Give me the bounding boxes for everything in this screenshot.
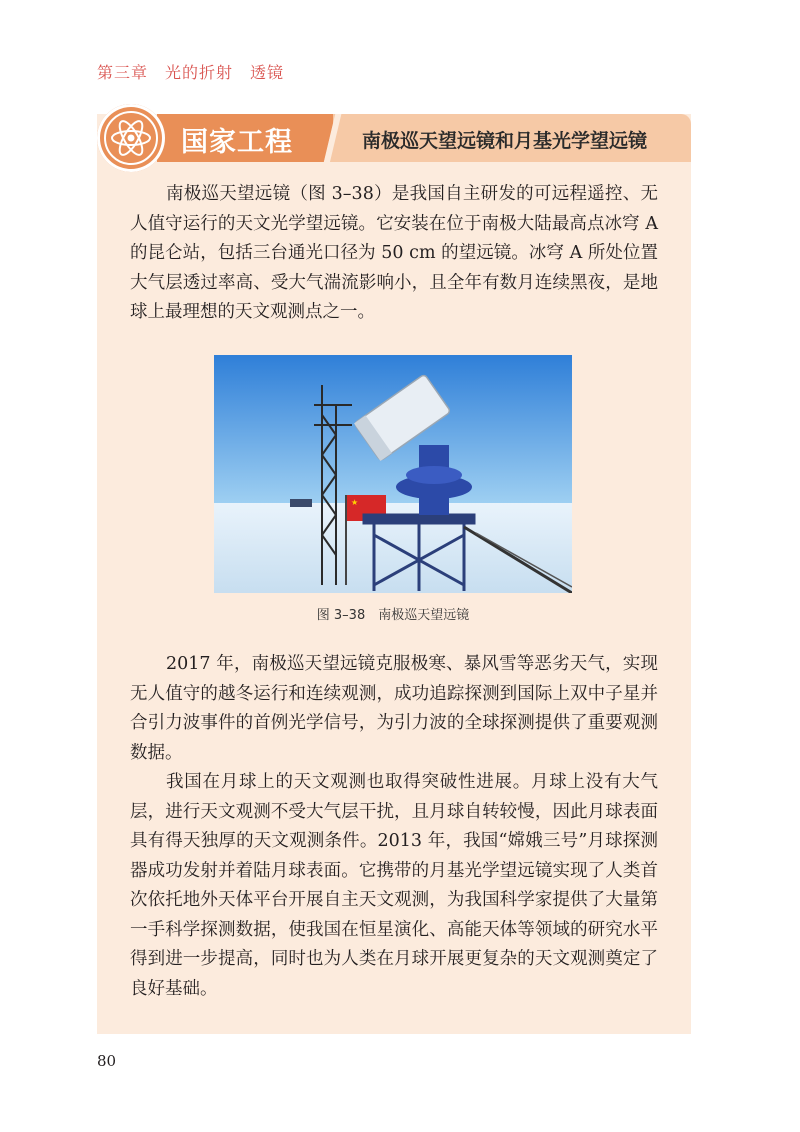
paragraph-3: 我国在月球上的天文观测也取得突破性进展。月球上没有大气层，进行天文观测不受大气层干扰，且月球自转较慢，因此月球表面具有得天独厚的天文观测条件。2013 年，我国“嫦娥三号”月球探测器成功发射并着陆月球表面。它携带的月基光学望远镜实现了人类首次依托地外天体平台开展自主天文观测，为我国科学家提供了大量第一手科学探测数据，使我国在恒星演化、高能天体等领域的研究水平得到进一步提高，同时也为人类在月球开展更复杂的天文观测奠定了良好基础。 <box>130 772 658 999</box>
paragraph-2: 2017 年，南极巡天望远镜克服极寒、暴风雪等恶劣天气，实现无人值守的越冬运行和连续观测，成功追踪探测到国际上双中子星并合引力波事件的首例光学信号，为引力波的全球探测提供了重要观测数据。 <box>130 654 658 763</box>
page-number: 80 <box>97 1052 117 1070</box>
feature-title: 南极巡天望远镜和月基光学望远镜 <box>362 130 648 152</box>
figure-caption: 图 3–38 南极巡天望远镜 <box>316 608 470 623</box>
telescope-photo <box>214 355 572 593</box>
paragraph-1: 南极巡天望远镜（图 3–38）是我国自主研发的可远程遥控、无人值守运行的天文光学望远镜。它安装在位于南极大陆最高点冰穹 A 的昆仑站，包括三台通光口径为 50 cm 的望远镜。冰穹 A 所处位置大气层透过率高、受大气湍流影响小，且全年有数月连续黑夜，是地球上最理想的天文观测点之一。 <box>130 184 658 322</box>
chapter-header: 第三章 光的折射 透镜 <box>97 63 285 82</box>
svg-text:★: ★ <box>351 498 359 507</box>
feature-banner <box>97 114 691 162</box>
feature-label: 国家工程 <box>181 127 293 158</box>
atom-icon <box>97 104 165 172</box>
